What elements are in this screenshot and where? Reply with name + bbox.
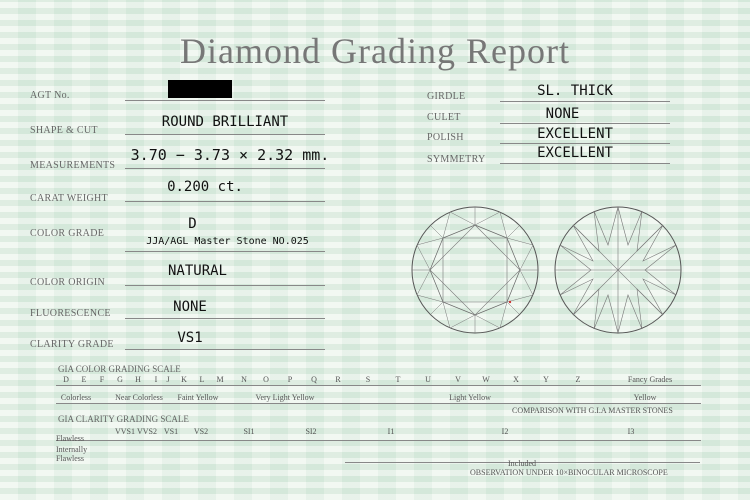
group-light-yellow: Light Yellow: [449, 393, 491, 402]
color-grade-i: I: [154, 375, 158, 384]
measurements-value: 3.70 − 3.73 × 2.32 mm.: [130, 146, 330, 164]
color-grade-q: Q: [311, 375, 317, 384]
group-faint-yellow: Faint Yellow: [177, 393, 219, 402]
color-scale-heading: GIA COLOR GRADING SCALE: [58, 364, 181, 374]
redacted-agt-number: [168, 80, 232, 98]
clarity-vs1: VS1: [163, 427, 179, 436]
color-grade-o: O: [263, 375, 269, 384]
clarity-vvs1: VVS1: [114, 427, 135, 436]
measurements-label: MEASUREMENTS: [30, 160, 116, 171]
group-near-colorless: Near Colorless: [115, 393, 163, 402]
clarity-vs2: VS2: [193, 427, 209, 436]
color-grade-x: X: [513, 375, 519, 384]
field-line: [125, 134, 325, 135]
color-grade-r: R: [335, 375, 341, 384]
color-grade-w: W: [482, 375, 490, 384]
clarity-i3: I3: [627, 427, 635, 436]
color-grade-l: L: [199, 375, 205, 384]
color-grade-u: U: [425, 375, 431, 384]
field-line: [125, 251, 325, 252]
color-scale-note: COMPARISON WITH G.I.A MASTER STONES: [512, 406, 673, 415]
field-line: [125, 100, 325, 101]
shape-cut-value: ROUND BRILLIANT: [161, 114, 289, 130]
culet-value: NONE: [545, 106, 580, 122]
field-line: [125, 349, 325, 350]
field-line: [125, 201, 325, 202]
girdle-label: GIRDLE: [427, 91, 466, 102]
group-colorless: Colorless: [60, 393, 92, 402]
report-title: Diamond Grading Report: [180, 31, 570, 71]
clarity-if: Flawless: [56, 454, 84, 463]
clarity-vvs2: VVS2: [136, 427, 157, 436]
clarity-grade-label: CLARITY GRADE: [30, 339, 114, 350]
clarity-scale-heading: GIA CLARITY GRADING SCALE: [58, 414, 189, 424]
color-grade-m: M: [216, 375, 224, 384]
color-grade-fancy: Fancy Grades: [627, 375, 673, 384]
color-origin-value: NATURAL: [167, 263, 227, 279]
color-grade-label: COLOR GRADE: [30, 228, 105, 239]
color-grade-y: Y: [543, 375, 549, 384]
clarity-flawless: Flawless: [56, 434, 84, 443]
scale-line: [56, 403, 701, 404]
color-grade-j: J: [166, 375, 170, 384]
color-grade-v: V: [455, 375, 461, 384]
girdle-value: SL. THICK: [537, 83, 613, 99]
field-line: [125, 285, 325, 286]
clarity-si1: SI1: [243, 427, 255, 436]
field-line: [125, 168, 325, 169]
culet-label: CULET: [427, 112, 461, 123]
crown-plot-diagram: [410, 205, 540, 335]
color-grade-d: D: [63, 375, 69, 384]
pavilion-plot-diagram: [553, 205, 683, 335]
symmetry-value: EXCELLENT: [537, 145, 613, 161]
clarity-si2: SI2: [305, 427, 317, 436]
field-line: [500, 163, 670, 164]
field-line: [125, 318, 325, 319]
shape-cut-label: SHAPE & CUT: [30, 125, 98, 136]
scale-line: [56, 440, 701, 441]
color-grade-e: E: [81, 375, 87, 384]
clarity-i1: I1: [387, 427, 395, 436]
agt-no-label: AGT No.: [30, 90, 70, 101]
color-grade-g: G: [117, 375, 123, 384]
color-grade-z: Z: [575, 375, 581, 384]
fluorescence-label: FLUORESCENCE: [30, 308, 111, 319]
color-grade-k: K: [181, 375, 187, 384]
clarity-internally: Internally: [56, 445, 88, 454]
clarity-i2: I2: [501, 427, 509, 436]
color-grade-n: N: [241, 375, 247, 384]
color-grade-h: H: [135, 375, 141, 384]
polish-value: EXCELLENT: [537, 126, 613, 142]
color-grade-t: T: [395, 375, 401, 384]
color-grade-f: F: [99, 375, 105, 384]
field-line: [500, 143, 670, 144]
fluorescence-value: NONE: [173, 299, 207, 315]
clarity-scale-note: OBSERVATION UNDER 10×BINOCULAR MICROSCOPE: [470, 468, 668, 477]
clarity-included: Included: [508, 459, 536, 468]
group-yellow: Yellow: [633, 393, 657, 402]
master-stone-note: JJA/AGL Master Stone NO.025: [146, 236, 309, 247]
symmetry-label: SYMMETRY: [427, 154, 486, 165]
polish-label: POLISH: [427, 132, 464, 143]
carat-weight-label: CARAT WEIGHT: [30, 193, 108, 204]
color-grade-p: P: [287, 375, 293, 384]
clarity-grade-value: VS1: [177, 330, 203, 346]
color-grade-s: S: [365, 375, 371, 384]
color-grade-value: D: [188, 216, 197, 232]
group-very-light-yellow: Very Light Yellow: [255, 393, 315, 402]
field-line: [500, 123, 670, 124]
color-origin-label: COLOR ORIGIN: [30, 277, 105, 288]
carat-weight-value: 0.200 ct.: [167, 179, 243, 195]
scale-line: [56, 385, 701, 386]
field-line: [500, 101, 670, 102]
